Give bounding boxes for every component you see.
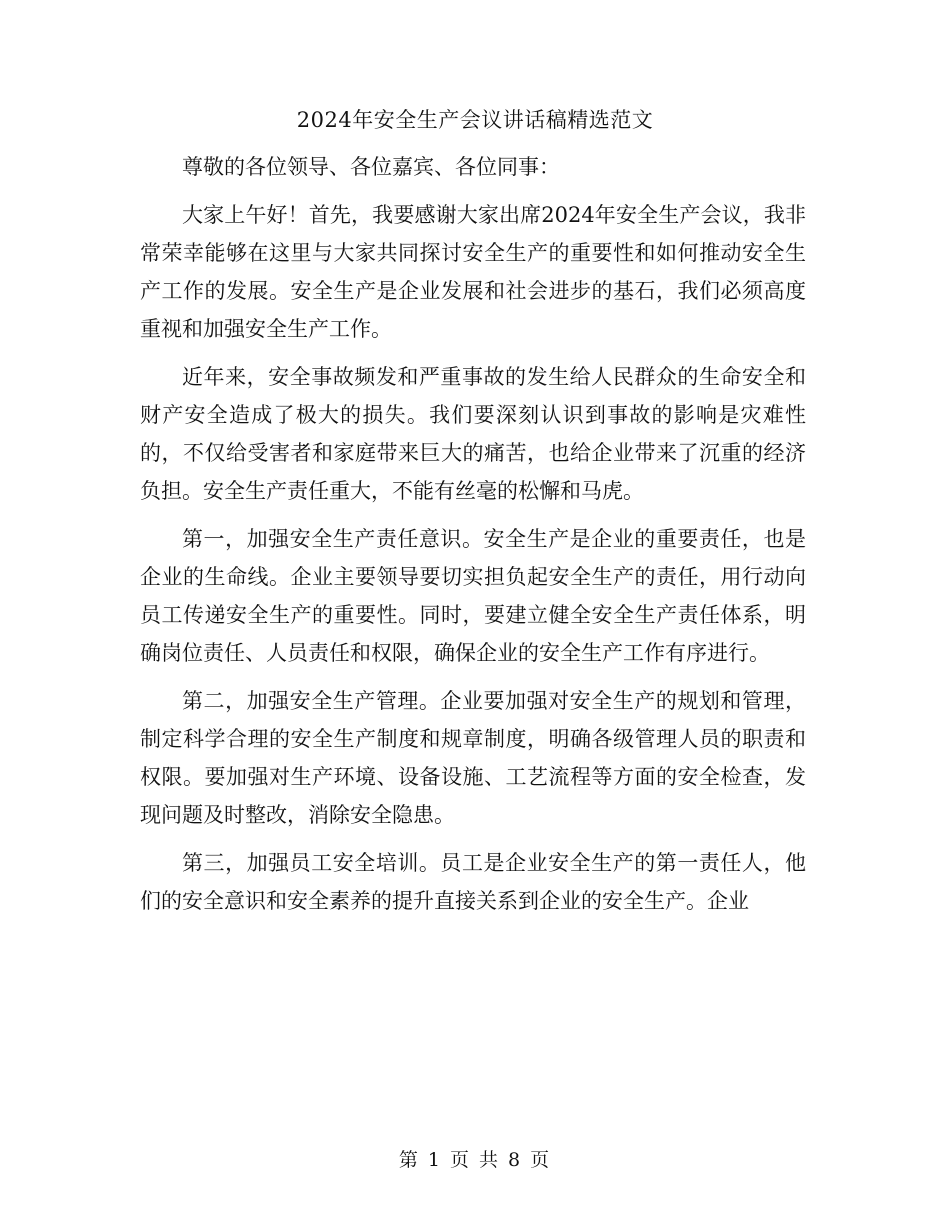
paragraph: 大家上午好！首先，我要感谢大家出席2024年安全生产会议，我非常荣幸能够在这里与大家共同探讨安全生产的重要性和如何推动安全生产工作的发展。安全生产是企业发展和社会进步的基石，我们必须高度重视和加强安全生产工作。: [140, 203, 806, 341]
page-number-footer: 第 1 页 共 8 页: [398, 1149, 552, 1171]
paragraph: 近年来，安全事故频发和严重事故的发生给人民群众的生命安全和财产安全造成了极大的损失。我们要深刻认识到事故的影响是灾难性的，不仅给受害者和家庭带来巨大的痛苦，也给企业带来了沉重的经济负担。安全生产责任重大，不能有丝毫的松懈和马虎。: [140, 365, 806, 503]
document-title: 2024年安全生产会议讲话稿精选范文: [296, 108, 654, 132]
paragraph: 第一，加强安全生产责任意识。安全生产是企业的重要责任，也是企业的生命线。企业主要领导要切实担负起安全生产的责任，用行动向员工传递安全生产的重要性。同时，要建立健全安全生产责任体系，明确岗位责任、人员责任和权限，确保企业的安全生产工作有序进行。: [140, 527, 806, 665]
paragraph: 第二，加强安全生产管理。企业要加强对安全生产的规划和管理，制定科学合理的安全生产制度和规章制度，明确各级管理人员的职责和权限。要加强对生产环境、设备设施、工艺流程等方面的安全检查，发现问题及时整改，消除安全隐患。: [140, 689, 806, 827]
paragraph: 第三，加强员工安全培训。员工是企业安全生产的第一责任人，他们的安全意识和安全素养的提升直接关系到企业的安全生产。企业: [140, 851, 806, 913]
paragraph-salutation: 尊敬的各位领导、各位嘉宾、各位同事：: [182, 155, 560, 179]
document-body: [140, 148, 806, 930]
